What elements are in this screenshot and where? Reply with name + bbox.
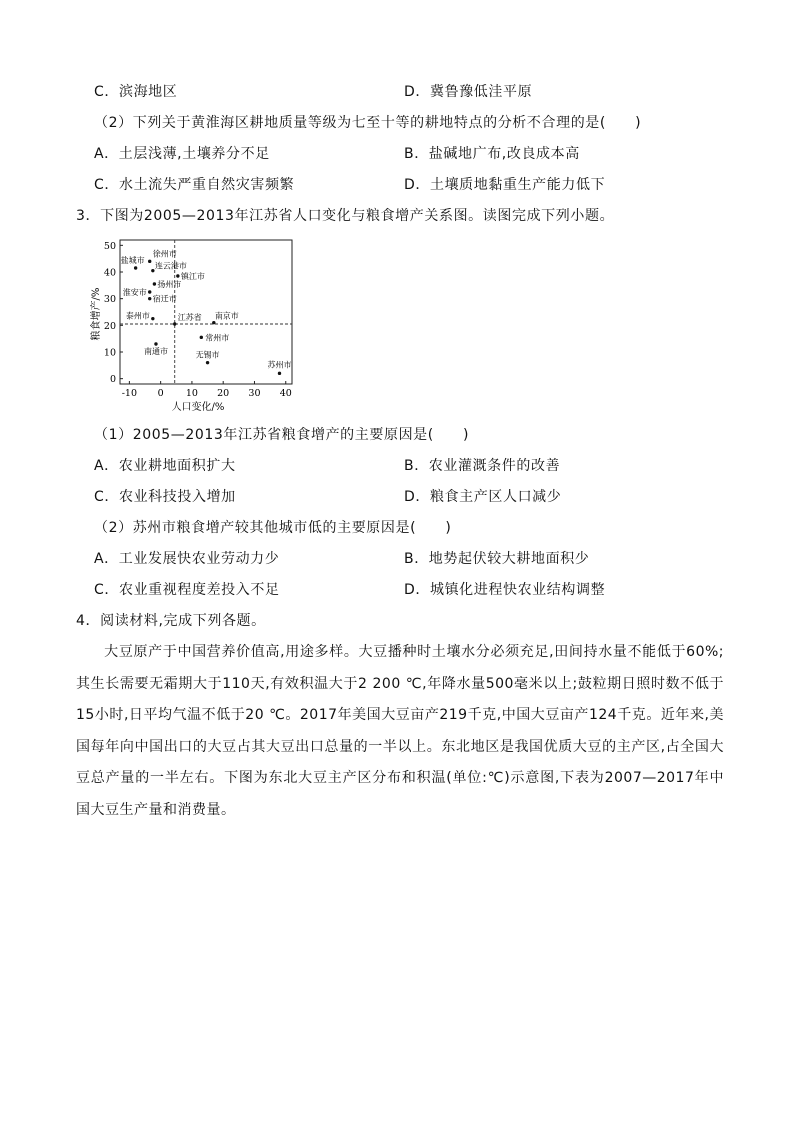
y-tick-label: 0 (109, 374, 116, 386)
option-b: B．地势起伏较大耕地面积少 (404, 551, 590, 567)
data-point (206, 361, 209, 364)
data-point (278, 372, 281, 375)
x-tick-label: 30 (248, 388, 261, 399)
data-point (200, 336, 203, 339)
point-label: 盐城市 (120, 256, 145, 265)
scatter-chart (88, 232, 300, 416)
point-label: 镇江市 (180, 272, 205, 281)
point-label: 苏州市 (267, 360, 292, 370)
option-a: A．土层浅薄,土壤养分不足 (94, 146, 270, 162)
option-b: B．农业灌溉条件的改善 (404, 458, 561, 474)
x-tick-label: 10 (185, 388, 198, 399)
option-d: D．粮食主产区人口减少 (404, 489, 562, 505)
option-d: D．城镇化进程快农业结构调整 (404, 582, 606, 598)
y-tick-label: 40 (103, 267, 116, 279)
data-point (151, 317, 154, 320)
option-a: A．工业发展快农业劳动力少 (94, 551, 280, 567)
reading-material (76, 637, 724, 826)
point-label: 南通市 (143, 347, 168, 356)
data-point (154, 342, 157, 345)
data-point (134, 266, 137, 269)
option-c: C．农业重视程度差投入不足 (94, 582, 280, 598)
chart-points (121, 248, 292, 375)
option-c: C．水土流失严重自然灾害频繁 (94, 177, 295, 193)
data-point (148, 260, 151, 263)
point-label: 无锡市 (195, 350, 220, 360)
option-a: A．农业耕地面积扩大 (94, 458, 236, 474)
point-label: 江苏省 (177, 313, 202, 322)
option-c: C．农业科技投入增加 (94, 489, 236, 505)
option-c: C．滨海地区 (94, 84, 178, 100)
option-d: D．冀鲁豫低洼平原 (404, 84, 533, 100)
question-stem: （2）下列关于黄淮海区耕地质量等级为七至十等的耕地特点的分析不合理的是( ) (94, 115, 642, 131)
question-stem: （1）2005—2013年江苏省粮食增产的主要原因是( ) (94, 427, 470, 443)
y-tick-label: 50 (103, 240, 116, 252)
x-tick-label: 40 (279, 388, 292, 399)
y-tick-label: 30 (103, 294, 116, 306)
point-label: 南京市 (214, 311, 239, 321)
question-stem: （2）苏州市粮食增产较其他城市低的主要原因是( ) (94, 520, 452, 536)
data-point (153, 282, 156, 285)
x-axis-label: 人口变化/% (171, 402, 225, 413)
x-tick-label: 20 (217, 388, 230, 399)
point-label: 扬州市 (157, 280, 182, 289)
option-d: D．土壤质地黏重生产能力低下 (404, 177, 606, 193)
point-label: 泰州市 (125, 311, 150, 321)
point-label: 徐州市 (152, 249, 177, 259)
data-point (173, 322, 176, 325)
y-axis-label: 粮食增产/% (91, 287, 102, 341)
data-point (212, 321, 215, 324)
data-point (148, 297, 151, 300)
x-tick-label: -10 (121, 388, 138, 399)
point-label: 宿迁市 (152, 294, 177, 304)
material-text: 大豆原产于中国营养价值高,用途多样。大豆播种时土壤水分必须充足,田间持水量不能低于60%;其生长需要无霜期大于110天,有效积温大于2 200 ℃,年降水量500毫米以上;鼓粒期日照时数不低于15小时,日平均气温不低于20 ℃。2017年美国大豆亩产219千克,中国大豆亩产124千克。近年来,美国每年向中国出口的大豆占其大豆出口总量的一半以上。东北地区是我国优质大豆的主产区,占全国大豆总产量的一半左右。下图为东北大豆主产区分布和积温(单位:℃)示意图,下表为2007—2017年中国大豆生产量和消费量。 (76, 644, 724, 818)
option-b: B．盐碱地广布,改良成本高 (404, 146, 580, 162)
data-point (148, 290, 151, 293)
point-label: 常州市 (205, 333, 230, 343)
y-tick-label: 20 (103, 320, 116, 332)
point-label: 淮安市 (122, 288, 147, 297)
data-point (176, 274, 179, 277)
x-tick-label: 0 (157, 388, 164, 399)
question-3-stem: 3．下图为2005—2013年江苏省人口变化与粮食增产关系图。读图完成下列小题。 (76, 208, 615, 224)
question-4-stem: 4．阅读材料,完成下列各题。 (76, 613, 266, 629)
point-label: 连云港市 (154, 261, 187, 271)
y-tick-label: 10 (103, 347, 116, 359)
